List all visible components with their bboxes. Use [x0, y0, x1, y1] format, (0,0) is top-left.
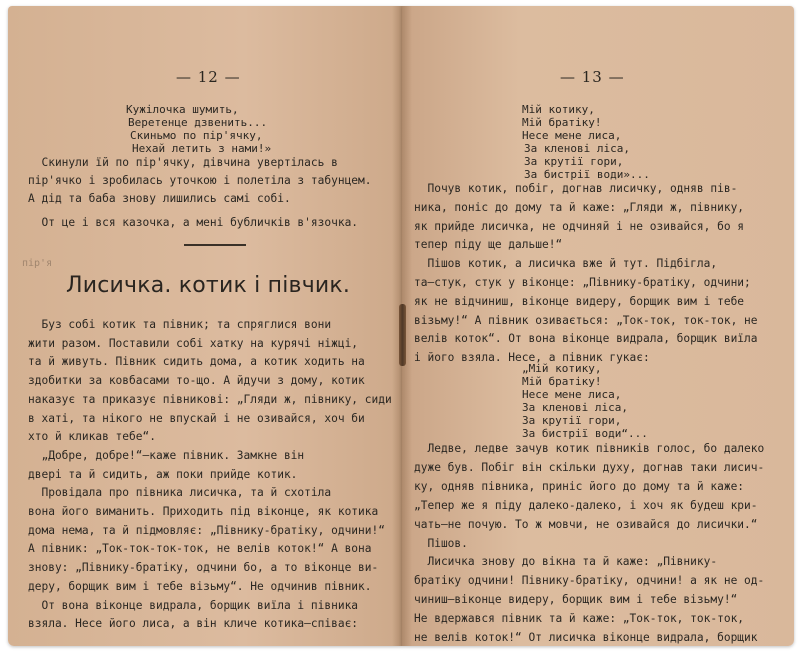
text-line: здобитки за ковбасами то-що. А йдучи з дому, котик: [28, 374, 365, 388]
text-line: знову: „Півнику-братіку, одчини бо, а то віконце ви-: [28, 561, 379, 575]
text-line: ку, одняв півника, приніс його до дому та й каже:: [414, 479, 745, 493]
text-line: ника, поніс до дому та й каже: „Гляди ж, півнику,: [414, 200, 745, 214]
text-line: дома нема, та й підмовляє: „Півнику-братіку, одчини!“: [28, 523, 385, 537]
text-line: наказує та приказує півникові: „Гляди ж, півнику, сиди: [28, 392, 392, 406]
text-line: Ледве, ледве зачув котик півників голос, бо далеко: [414, 442, 765, 455]
text-line: деру, борщик вим і тебе візьму“. Не одчинив півник.: [28, 579, 372, 593]
text-line: Не вдержався півник та й каже: „Ток-ток, ток-ток,: [414, 612, 745, 626]
verse-line: „Мій котику,: [522, 362, 602, 375]
text-line: „Тепер же я піду далеко-далеко, і хоч як будеш кри-: [414, 498, 758, 512]
text-line: От це і вся казочка, а мені бубличків в'язочка.: [28, 216, 359, 229]
left-page: [8, 6, 402, 646]
text-line: Провідала про півника лисичка, та й схотіла: [28, 486, 332, 500]
text-line: Лисичка знову до вікна та й каже: „Півнику-: [414, 555, 718, 569]
text-line: взяла. Несе його лиса, а він кличе котика—співає:: [28, 617, 359, 631]
text-line: пір'ячко і зробилась уточкою і полетіла з табунцем.: [28, 174, 372, 187]
text-line: А дід та баба знову лишились самі собі.: [28, 192, 291, 205]
verse-line: За бистрії води»...: [524, 168, 650, 181]
text-line: Скинули їй по пір'ячку, дівчина увертілась в: [28, 156, 338, 169]
text-line: двері та й сидить, аж поки прийде котик.: [28, 467, 298, 481]
prose-right-b: [414, 440, 764, 646]
verse-line: За кленові ліса,: [522, 401, 628, 414]
story-title: Лисичка. котик і півчик.: [66, 273, 351, 298]
text-line: та—стук, стук у віконце: „Півнику-братіку, одчини;: [414, 275, 751, 289]
verse-line: Скиньмо по пір'ячку,: [130, 129, 263, 142]
text-line: в хаті, та нікого не впускай і не озивайся, хоч би: [28, 411, 365, 425]
verse-line: Мій котику,: [522, 103, 595, 116]
text-line: А півник: „Ток-ток-ток-ток, не велів коток!“ А вона: [28, 542, 372, 556]
text-line: Пішов.: [414, 536, 468, 550]
text-line: вона його виманить. Приходить під віконце, як котика: [28, 505, 379, 519]
text-line: не велів коток!“ От лисичка віконце видрала, борщик: [414, 631, 758, 645]
text-line: велів коток“. От вона віконце видрала, борщик виїла: [414, 332, 758, 346]
text-line: жити разом. Поставили собі хатку на курячі ніжці,: [28, 336, 359, 350]
text-line: як не відчиниш, віконце видеру, борщик вим і тебе: [414, 294, 745, 308]
verse-right-mid: [522, 362, 648, 440]
text-line: як прийде лисичка, не одчиняй і не озивайся, бо я: [414, 219, 745, 233]
prose-left-main: [28, 316, 392, 634]
text-line: хто й кликав тебе“.: [28, 430, 156, 444]
text-line: і його взяла. Несе, а півник гукає:: [414, 351, 650, 365]
text-line: тепер піду ще дальше!“: [414, 238, 563, 252]
verse-line: Нехай летить з нами!»: [132, 142, 272, 155]
verse-line: Несе мене лиса,: [522, 129, 622, 142]
verse-line: Несе мене лиса,: [522, 388, 622, 401]
bleed-through-text: пір'я: [22, 258, 53, 269]
prose-right-a: [414, 180, 758, 368]
text-line: Почув котик, побіг, догнав лисичку, одняв пів-: [414, 182, 738, 195]
page-number-right: — 13 —: [560, 68, 625, 86]
text-line: Пішов котик, а лисичка вже й тут. Підбігла,: [414, 257, 718, 271]
book-spread: [4, 6, 796, 648]
binding-staple: [399, 304, 406, 366]
verse-left: [126, 103, 271, 155]
verse-line: За крутії гори,: [522, 414, 622, 427]
text-line: чать—не почую. То ж мовчи, не озивайся до лисички.“: [414, 517, 758, 531]
text-line: візьму!“ А півник озивається: „Ток-ток, ток-ток, не: [414, 313, 758, 327]
text-line: От вона віконце видрала, борщик виїла і півника: [28, 598, 359, 612]
text-line: „Добре, добре!“—каже півник. Замкне він: [28, 448, 305, 462]
verse-line: За крутії гори,: [524, 155, 624, 168]
verse-line: Мій братіку!: [522, 375, 602, 388]
right-page: [402, 6, 794, 646]
verse-line: За кленові ліса,: [524, 142, 630, 155]
verse-line: Кужілочка шумить,: [126, 103, 239, 116]
verse-line: За бистрії води“...: [522, 427, 648, 440]
page-number-left: — 12 —: [176, 68, 241, 86]
verse-right-top: [522, 103, 650, 181]
text-line: братіку одчини! Півнику-братіку, одчини! а як не од-: [414, 574, 765, 588]
section-divider: [184, 244, 246, 246]
text-line: та й живуть. Півник сидить дома, а котик ходить на: [28, 355, 365, 369]
prose-left-top: [28, 154, 372, 232]
verse-line: Веретенце дзвенить...: [128, 116, 268, 129]
text-line: чиниш—віконце видеру, борщик вим і тебе візьму!“: [414, 593, 738, 607]
text-line: Буз собі котик та півник; та спряглися вони: [28, 318, 332, 331]
text-line: дуже був. Побіг він скільки духу, догнав таки лисич-: [414, 460, 765, 474]
verse-line: Мій братіку!: [522, 116, 602, 129]
